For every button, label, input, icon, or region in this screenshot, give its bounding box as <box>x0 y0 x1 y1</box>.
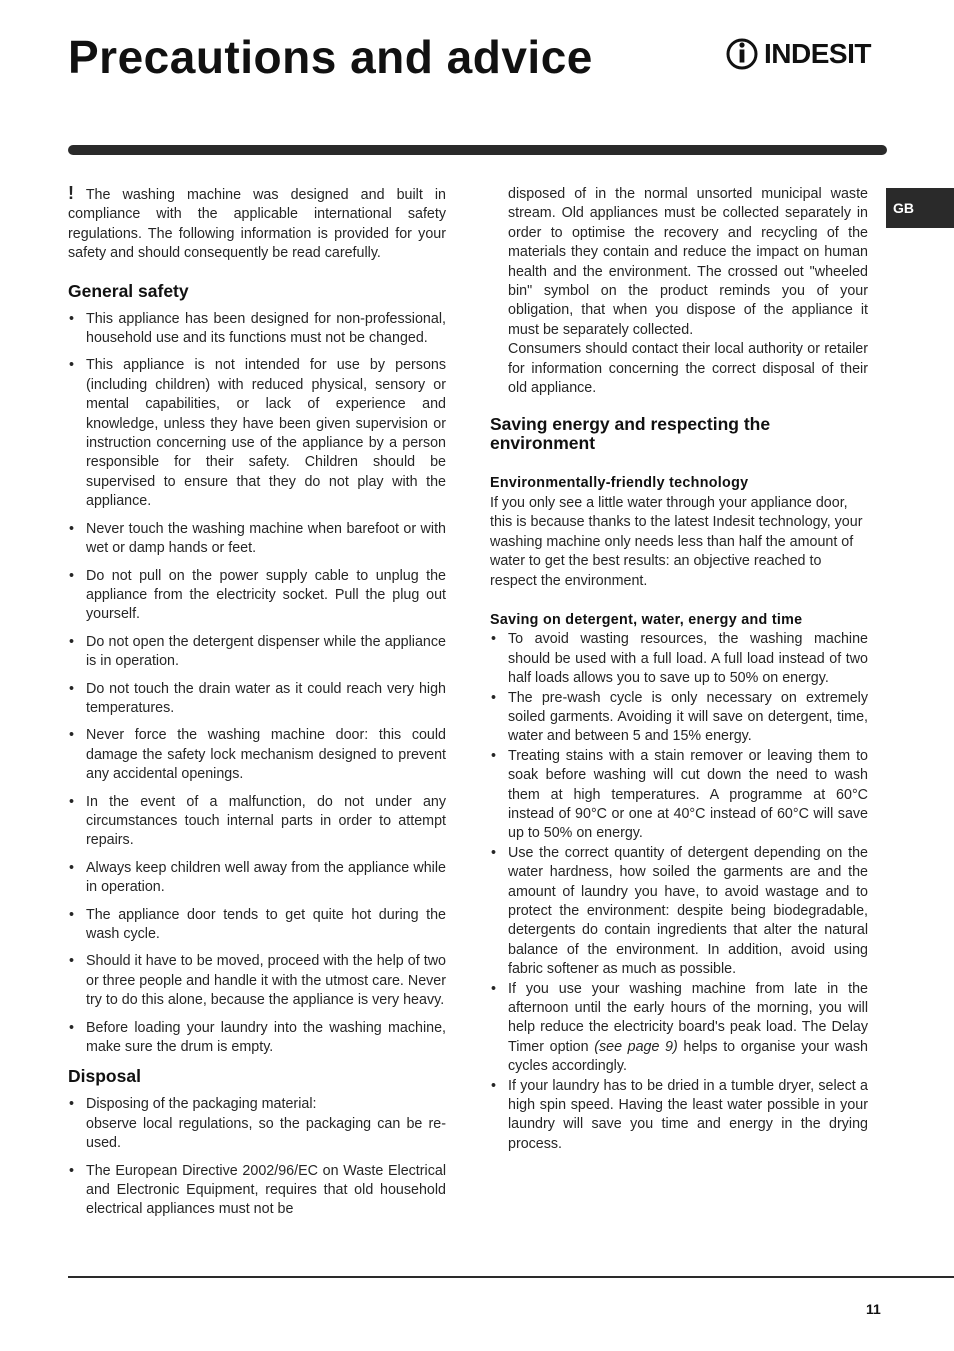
list-item: • Treating stains with a stain remover or leaving them to soak before washing will cut down the need to wash them at high temperatures. A programme at 60°C instead of 90°C or one at 40°C instead of 60°C will save up to 50% on energy. <box>490 747 868 844</box>
eco-heading: Environmentally-friendly technology <box>490 475 749 492</box>
intro-paragraph <box>68 184 446 264</box>
disposal-consumers-text: Consumers should contact their local authority or retailer for information concerning the correct disposal of their old appliance. <box>508 341 868 397</box>
list-item <box>490 980 868 1077</box>
list-item: • Do not touch the drain water as it could reach very high temperatures. <box>68 680 446 719</box>
disposal-list <box>68 1095 446 1219</box>
page-reference: (see page 9) <box>594 1038 678 1055</box>
list-item: • The pre-wash cycle is only necessary on extremely soiled garments. Avoiding it will save on detergent, time, water and between 5 and 15% energy. <box>490 689 868 747</box>
saving-heading: Saving energy and respecting the environment <box>490 414 771 454</box>
page-title: Precautions and advice <box>68 31 593 83</box>
list-item: • In the event of a malfunction, do not under any circumstances touch internal parts in order to attempt repairs. <box>68 793 446 851</box>
indesit-i-icon <box>726 34 758 74</box>
eco-text: If you only see a little water through your appliance door, this is because thanks to the latest Indesit technology, your washing machine only needs less than half the amount of water to get the best results: an objective reached to respect the environment. <box>490 494 863 589</box>
list-item: • Never touch the washing machine when barefoot or with wet or damp hands or feet. <box>68 520 446 559</box>
list-item: • This appliance has been designed for non-professional, household use and its functions must not be changed. <box>68 310 446 349</box>
general-safety-list <box>68 310 446 1058</box>
language-tab: GB <box>886 188 954 228</box>
list-item: • The appliance door tends to get quite hot during the wash cycle. <box>68 906 446 945</box>
list-item: • This appliance is not intended for use by persons (including children) with reduced physical, sensory or mental capabilities, or lack of experience and knowledge, unless they have been given supervision or instruction concerning use of the appliance by a person responsible for their safety. Children should be supervised to ensure that they do not play with the appliance. <box>68 356 446 511</box>
disposal-heading: Disposal <box>68 1066 141 1087</box>
intro-text: The washing machine was designed and built in compliance with the applicable international safety regulations. The following information is provided for your safety and should consequently be read carefully. <box>68 187 446 262</box>
list-item: • Never force the washing machine door: this could damage the safety lock mechanism designed to prevent any accidental openings. <box>68 726 446 784</box>
header-divider <box>68 145 887 155</box>
list-item: • If your laundry has to be dried in a tumble dryer, select a high spin speed. Having the least water possible in your laundry will save you time and energy in the drying process. <box>490 1077 868 1155</box>
saving-subheading: Saving on detergent, water, energy and time <box>490 611 803 628</box>
right-column <box>490 185 868 1154</box>
list-item: • Do not pull on the power supply cable to unplug the appliance from the electricity socket. Pull the plug out yourself. <box>68 567 446 625</box>
brand-logo <box>726 34 871 74</box>
brand-wordmark: INDESIT <box>764 38 871 69</box>
footer-divider <box>68 1276 954 1278</box>
list-item <box>68 1095 446 1153</box>
saving-list <box>490 630 868 1154</box>
list-item: • To avoid wasting resources, the washing machine should be used with a full load. A full load instead of two half loads allows you to save up to 50% on energy. <box>490 630 868 688</box>
page-number: 11 <box>866 1301 881 1317</box>
disposal-continuation <box>490 185 868 398</box>
warning-icon: ! <box>68 183 74 203</box>
list-item: • The European Directive 2002/96/EC on Waste Electrical and Electronic Equipment, requires that old household electrical appliances must not be <box>68 1162 446 1220</box>
list-item: • Use the correct quantity of detergent depending on the water hardness, how soiled the garments are and the amount of laundry you have, to avoid wastage and to protect the environment: despite being biodegradable, detergents do contain ingredients that alter the natural balance of the environment. In addition, avoid using fabric softener as much as possible. <box>490 844 868 980</box>
list-item: • Do not open the detergent dispenser while the appliance is in operation. <box>68 633 446 672</box>
disposal-continuation-text: disposed of in the normal unsorted municipal waste stream. Old appliances must be collected separately in order to optimise the recovery and recycling of the materials they contain and reduce the impact on human health and the environment. The crossed out "wheeled bin" symbol on the product reminds you of your obligation, that when you dispose of the appliance it must be separately collected. <box>508 186 868 338</box>
disposal-item-line2: observe local regulations, so the packaging can be re-used. <box>86 1115 446 1152</box>
item5-text-a: If you use your washing machine from late in the afternoon until the early hours of the morning, you will help reduce the electricity board's peak load. The Delay Timer option <box>508 980 868 1055</box>
left-column <box>68 184 446 1228</box>
item5-text-b: helps to organise your wash cycles accordingly. <box>508 1038 869 1075</box>
list-item: • Before loading your laundry into the washing machine, make sure the drum is empty. <box>68 1019 446 1058</box>
list-item: • Should it have to be moved, proceed with the help of two or three people and handle it with the utmost care. Never try to do this alone, because the appliance is very heavy. <box>68 952 446 1010</box>
general-safety-heading: General safety <box>68 280 189 301</box>
list-item: • Always keep children well away from the appliance while in operation. <box>68 859 446 898</box>
disposal-item-line1: Disposing of the packaging material: <box>86 1096 317 1113</box>
